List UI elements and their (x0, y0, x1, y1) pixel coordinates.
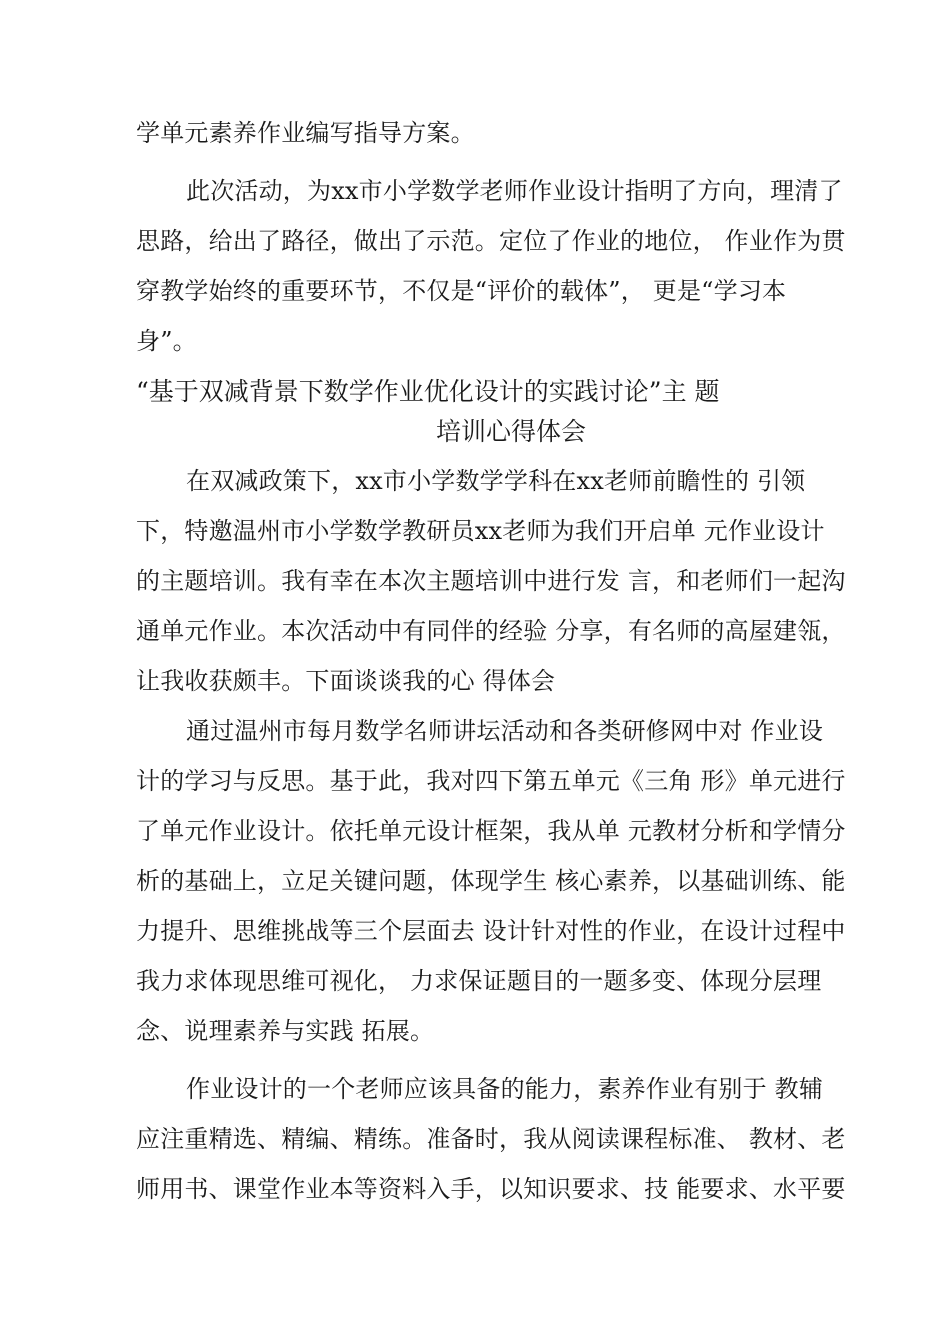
text-line: 学单元素养作业编写指导方案。 (136, 119, 475, 147)
text-line: 穿教学始终的重要环节，不仅是“评价的载体”， 更是“学习本 (136, 277, 787, 305)
paragraph (136, 456, 846, 706)
text-line: 计的学习与反思。基于此，我对四下第五单元《三角 形》单元进行 (136, 767, 846, 795)
text-line: 了单元作业设计。依托单元设计框架，我从单 元教材分析和学情分 (136, 817, 846, 845)
text-line: 通过温州市每月数学名师讲坛活动和各类研修网中对 作业设 (186, 717, 824, 745)
text-line: 在双减政策下，xx市小学数学学科在xx老师前瞻性的 引领 (186, 467, 806, 495)
paragraph (136, 166, 846, 366)
text-line: 我力求体现思维可视化， 力求保证题目的一题多变、体现分层理 (136, 967, 822, 995)
paragraph (136, 706, 846, 1056)
text-line: 析的基础上，立足关键问题，体现学生 核心素养，以基础训练、能 (136, 867, 846, 895)
text-line: 身”。 (136, 327, 197, 355)
heading-line-1: “基于双减背景下数学作业优化设计的实践讨论”主 题 (136, 377, 720, 406)
text-line: 师用书、课堂作业本等资料入手，以知识要求、技 能要求、水平要 (136, 1175, 846, 1203)
section-heading (136, 372, 828, 452)
text-line: 思路，给出了路径，做出了示范。定位了作业的地位， 作业作为贯 (136, 227, 846, 255)
text-line: 力提升、思维挑战等三个层面去 设计针对性的作业，在设计过程中 (136, 917, 846, 945)
text-line: 应注重精选、精编、精练。准备时，我从阅读课程标准、 教材、老 (136, 1125, 846, 1153)
text-line: 此次活动，为xx市小学数学老师作业设计指明了方向，理清了 (186, 177, 843, 205)
text-line: 念、说理素养与实践 拓展。 (136, 1017, 435, 1045)
text-line: 作业设计的一个老师应该具备的能力，素养作业有别于 教辅 (186, 1075, 824, 1103)
paragraph (136, 108, 828, 158)
text-line: 下，特邀温州市小学数学教研员xx老师为我们开启单 元作业设计 (136, 517, 825, 545)
heading-line-2: 培训心得体会 (435, 417, 586, 446)
document-page (136, 108, 846, 1214)
text-line: 通单元作业。本次活动中有同伴的经验 分享，有名师的高屋建瓴， (136, 617, 846, 645)
text-line: 的主题培训。我有幸在本次主题培训中进行发 言，和老师们一起沟 (136, 567, 846, 595)
paragraph (136, 1064, 846, 1214)
text-line: 让我收获颇丰。下面谈谈我的心 得体会 (136, 667, 556, 695)
